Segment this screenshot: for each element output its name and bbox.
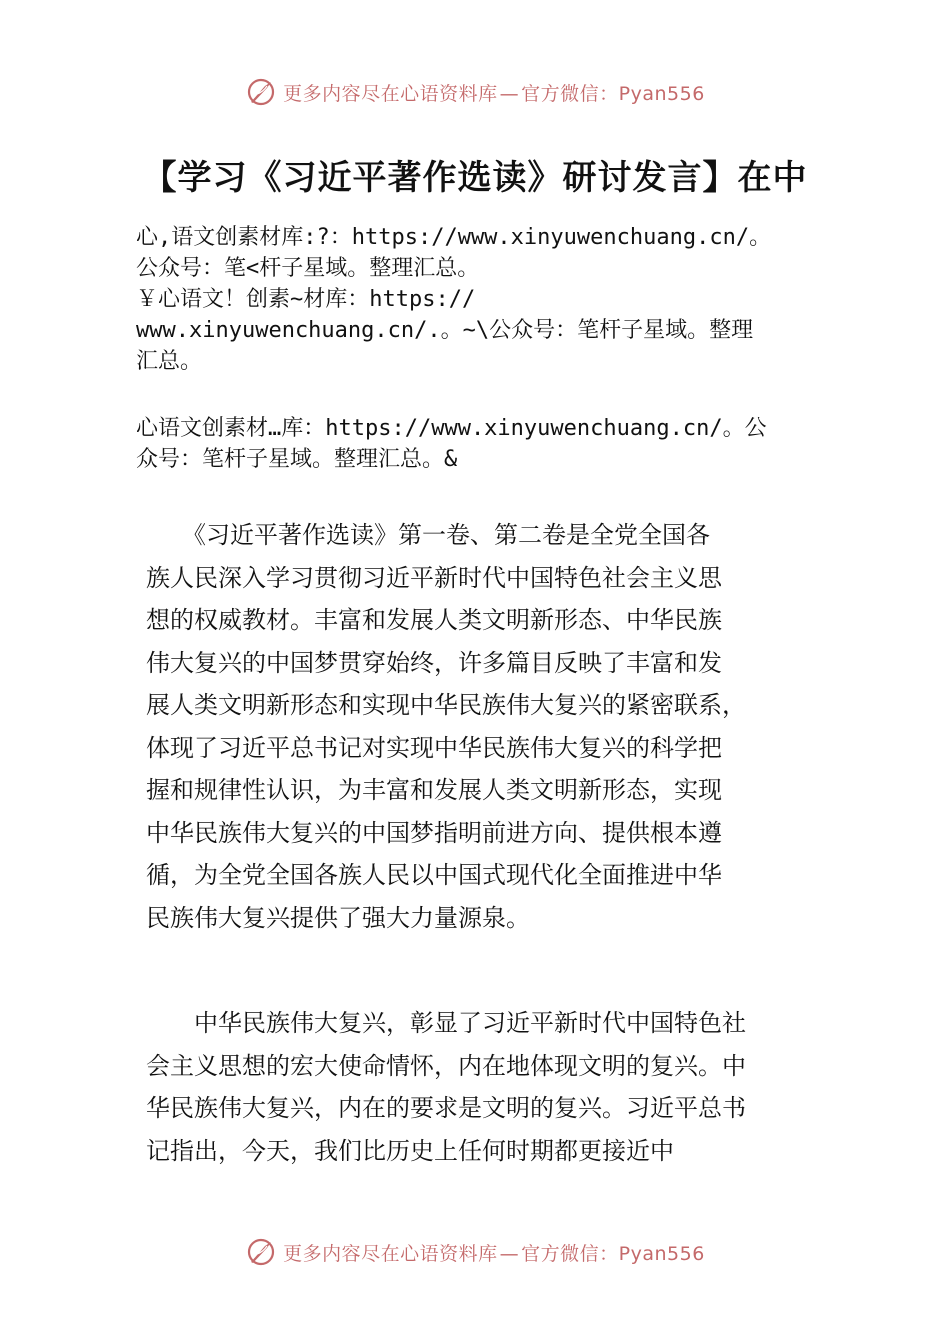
body-paragraph-1 <box>146 514 836 939</box>
source-notice-2 <box>136 413 846 475</box>
source-line: 公众号：笔<杆子星域。整理汇总。 <box>136 256 480 281</box>
paragraph-line: 民族伟大复兴提供了强大力量源泉。 <box>146 903 530 932</box>
paragraph-line: 展人类文明新形态和实现中华民族伟大复兴的紧密联系， <box>146 691 746 719</box>
paragraph-line: 族人民深入学习贯彻习近平新时代中国特色社会主义思 <box>146 563 722 592</box>
paragraph-line: 握和规律性认识，为丰富和发展人类文明新形态，实现 <box>146 776 722 804</box>
banner-text <box>283 1239 705 1266</box>
banner-text <box>283 79 705 106</box>
banner-slogan: 更多内容尽在心语资料库 <box>283 1242 498 1265</box>
body-paragraph-2 <box>146 1002 836 1172</box>
paragraph-line: 中华民族伟大复兴，彰显了习近平新时代中国特色社 <box>146 1009 746 1037</box>
page-title: 【学习《习近平著作选读》研讨发言】在中 <box>142 158 808 198</box>
source-line: 心语文创素材…库：https://www.xinyuwenchuang.cn/。公 <box>136 416 767 441</box>
banner-separator: — <box>499 1242 520 1265</box>
banner-slogan: 更多内容尽在心语资料库 <box>283 82 498 105</box>
banner-separator: — <box>499 82 520 105</box>
source-line: 心,语文创素材库:?：https://www.xinyuwenchuang.cn/。 <box>136 225 772 250</box>
source-notice-1 <box>136 222 846 377</box>
paragraph-line: 会主义思想的宏大使命情怀，内在地体现文明的复兴。中 <box>146 1051 746 1080</box>
paragraph-line: 循，为全党全国各族人民以中国式现代化全面推进中华 <box>146 861 722 889</box>
source-line: ￥心语文！创素~材库：https:// <box>136 287 476 312</box>
paragraph-line: 想的权威教材。丰富和发展人类文明新形态、中华民族 <box>146 606 722 634</box>
paragraph-line: 体现了习近平总书记对实现中华民族伟大复兴的科学把 <box>146 733 722 762</box>
quill-logo-icon <box>245 76 277 108</box>
source-line: www.xinyuwenchuang.cn/.。~\公众号：笔杆子星域。整理 <box>136 318 754 343</box>
paragraph-line: 中华民族伟大复兴的中国梦指明前进方向、提供根本遵 <box>146 818 722 847</box>
paragraph-line: 华民族伟大复兴，内在的要求是文明的复兴。习近平总书 <box>146 1094 746 1122</box>
footer-banner <box>0 1230 950 1274</box>
paragraph-line: 伟大复兴的中国梦贯穿始终，许多篇目反映了丰富和发 <box>146 648 722 677</box>
header-banner <box>0 70 950 114</box>
banner-wechat: 官方微信：Pyan556 <box>521 82 705 105</box>
source-line: 众号：笔杆子星域。整理汇总。& <box>136 447 458 472</box>
quill-logo-icon <box>245 1236 277 1268</box>
source-line: 汇总。 <box>136 349 203 374</box>
paragraph-line: 《习近平著作选读》第一卷、第二卷是全党全国各 <box>146 521 710 549</box>
paragraph-line: 记指出，今天，我们比历史上任何时期都更接近中 <box>146 1136 674 1165</box>
banner-wechat: 官方微信：Pyan556 <box>521 1242 705 1265</box>
